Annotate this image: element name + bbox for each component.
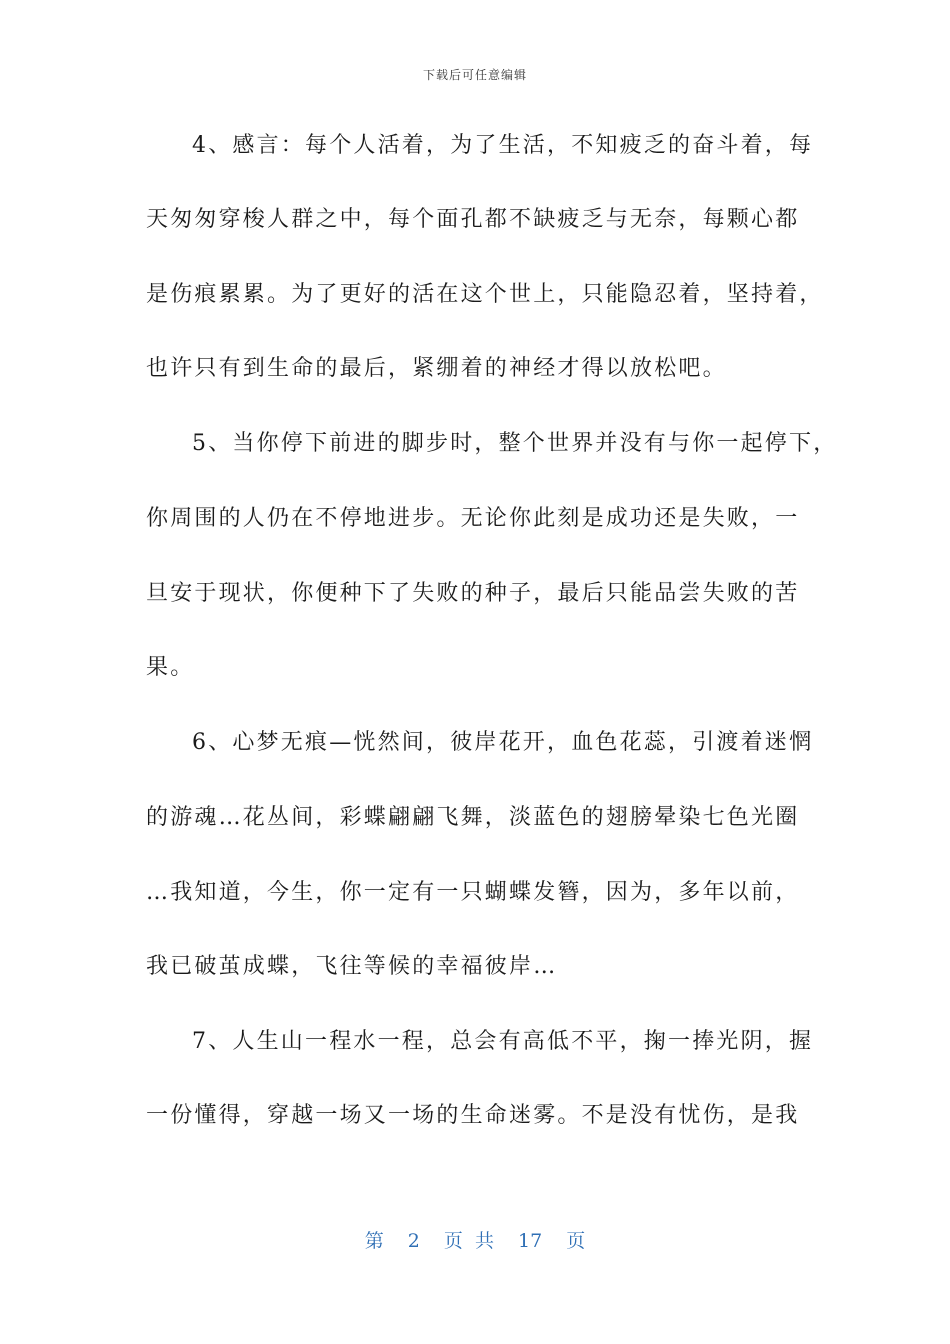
text-line: 你周围的人仍在不停地进步。无论你此刻是成功还是失败，一 — [146, 506, 800, 531]
text-line: 4、感言：每个人活着，为了生活，不知疲乏的奋斗着，每 — [192, 133, 814, 158]
text-line: 旦安于现状，你便种下了失败的种子，最后只能品尝失败的苦 — [146, 581, 800, 606]
footer-prefix: 第 — [364, 1230, 384, 1252]
text-line: 是伤痕累累。为了更好的活在这个世上，只能隐忍着，坚持着， — [146, 282, 824, 307]
footer-total-pages: 17 — [518, 1230, 543, 1252]
footer-page-number: 2 — [407, 1230, 420, 1252]
text-line: 7、人生山一程水一程，总会有高低不平，掬一捧光阴，握 — [192, 1029, 814, 1054]
text-line: 果。 — [146, 655, 195, 680]
text-line: 6、心梦无痕—恍然间，彼岸花开，血色花蕊，引渡着迷惘 — [192, 730, 814, 755]
footer-suffix: 页 — [566, 1230, 586, 1252]
text-line: …我知道，今生，你一定有一只蝴蝶发簪，因为，多年以前， — [146, 880, 800, 905]
text-line: 天匆匆穿梭人群之中，每个面孔都不缺疲乏与无奈，每颗心都 — [146, 207, 800, 232]
text-line: 一份懂得，穿越一场又一场的生命迷雾。不是没有忧伤，是我 — [146, 1103, 800, 1128]
page-footer — [0, 1226, 950, 1253]
text-line: 也许只有到生命的最后，紧绷着的神经才得以放松吧。 — [146, 356, 727, 381]
page-header: 下载后可任意编辑 — [422, 68, 527, 82]
text-line: 5、当你停下前进的脚步时，整个世界并没有与你一起停下， — [192, 431, 838, 456]
text-line: 的游魂…花丛间，彩蝶翩翩飞舞，淡蓝色的翅膀晕染七色光圈 — [146, 805, 800, 830]
footer-middle: 页 共 — [443, 1230, 494, 1252]
text-line: 我已破茧成蝶，飞往等候的幸福彼岸… — [146, 954, 558, 979]
